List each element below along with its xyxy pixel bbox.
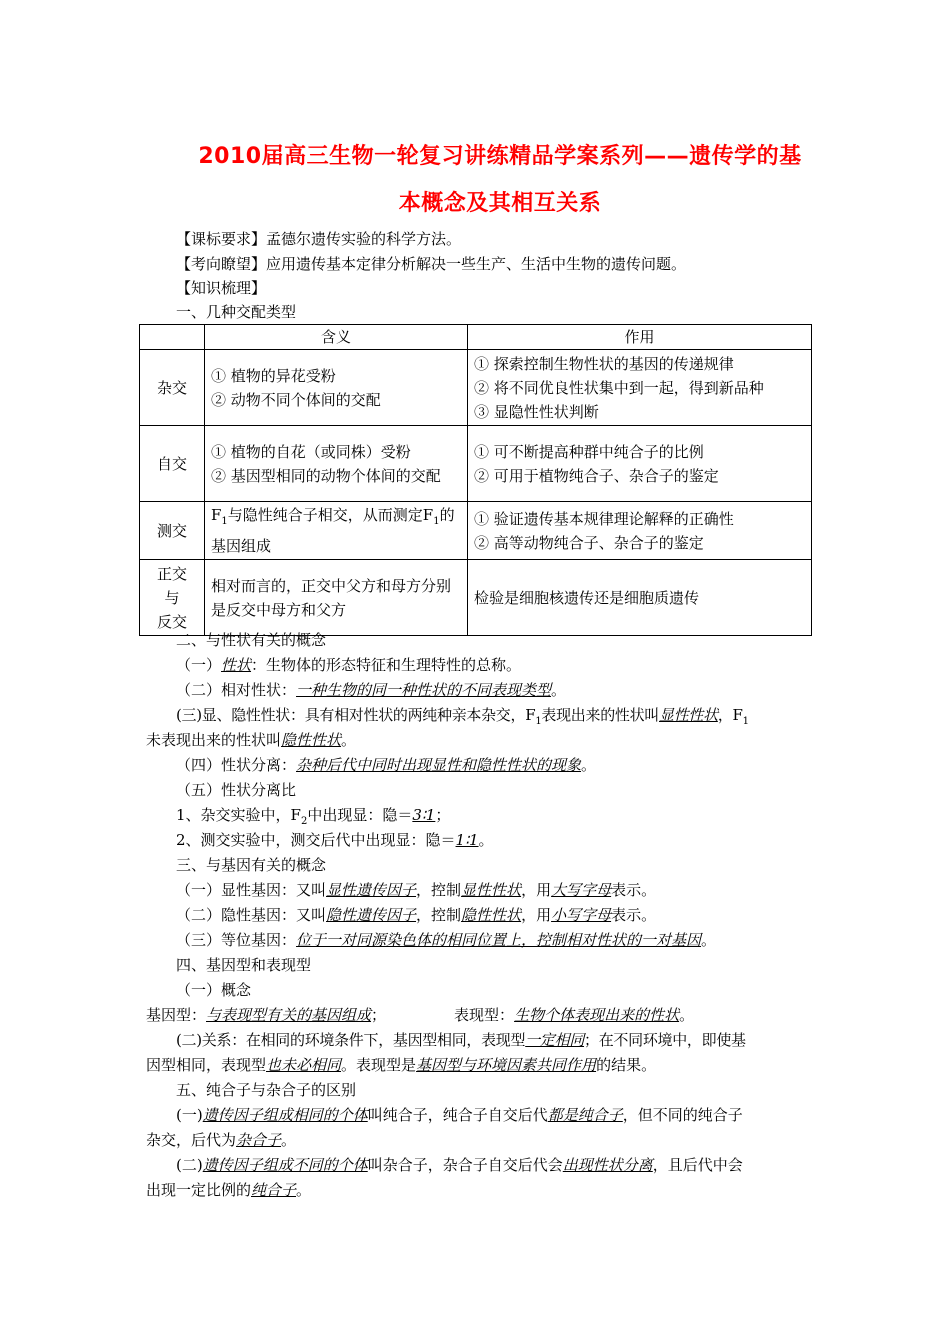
paragraph: （二）隐性基因：又叫隐性遗传因子，控制隐性性状，用小写字母表示。	[176, 906, 657, 924]
paragraph: （五）性状分离比	[176, 781, 297, 799]
table-row	[140, 502, 812, 560]
paragraph: (二)关系：在相同的环境条件下，基因型相同，表现型一定相同；在不同环境中，即使基	[176, 1031, 746, 1049]
paragraph: （二）相对性状：一种生物的同一种性状的不同表现类型。	[176, 681, 567, 699]
paragraph: （四）性状分离：杂种后代中同时出现显性和隐性性状的现象。	[176, 756, 597, 774]
section-3-heading: 三、与基因有关的概念	[176, 856, 327, 874]
paragraph: 因型相同，表现型也未必相同。表现型是基因型与环境因素共同作用的结果。	[146, 1056, 657, 1074]
meaning-cell: 相对而言的，正交中父方和母方分别是反交中母方和父方	[205, 560, 468, 636]
paragraph: （一）概念	[176, 981, 252, 999]
table-header-cell: 作用	[468, 325, 812, 350]
curriculum-requirement: 【课标要求】孟德尔遗传实验的科学方法。	[176, 230, 462, 248]
table-header-row	[140, 325, 812, 350]
paragraph: 杂交，后代为杂合子。	[146, 1131, 297, 1149]
meaning-cell: ① 植物的异花受粉 ② 动物不同个体间的交配	[205, 350, 468, 426]
exam-outlook: 【考向瞭望】应用遗传基本定律分析解决一些生产、生活中生物的遗传问题。	[176, 255, 687, 273]
paragraph: 2、测交实验中，测交后代中出现显：隐＝1∶1。	[176, 831, 494, 849]
document-title-line1: 2010届高三生物一轮复习讲练精品学案系列——遗传学的基	[198, 144, 802, 169]
paragraph: 1、杂交实验中，$F_2$中出现显：隐＝3∶1；	[176, 806, 451, 827]
effect-cell: 检验是细胞核遗传还是细胞质遗传	[468, 560, 812, 636]
table-row	[140, 350, 812, 426]
paragraph: (三)显、隐性性状：具有相对性状的两纯种亲本杂交，$F_1$表现出来的性状叫显性性状，$F_1$	[176, 706, 749, 727]
row-label: 正交 与 反交	[140, 560, 205, 636]
table-row	[140, 426, 812, 502]
table-row	[140, 560, 812, 636]
mating-types-table	[139, 324, 812, 636]
row-label: 测交	[140, 502, 205, 560]
paragraph: （三）等位基因：位于一对同源染色体的相同位置上，控制相对性状的一对基因。	[176, 931, 717, 949]
meaning-cell: $F_1$与隐性纯合子相交，从而测定$F_1$的基因组成	[205, 502, 468, 560]
row-label: 自交	[140, 426, 205, 502]
paragraph: (二)遗传因子组成不同的个体叫杂合子，杂合子自交后代会出现性状分离，且后代中会	[176, 1156, 743, 1174]
row-label: 杂交	[140, 350, 205, 426]
section-1-heading: 一、几种交配类型	[176, 303, 297, 321]
document-title-line2: 本概念及其相互关系	[398, 191, 602, 216]
paragraph: 未表现出来的性状叫隐性性状。	[146, 731, 357, 749]
section-2-heading: 二、与性状有关的概念	[176, 631, 327, 649]
section-4-heading: 四、基因型和表现型	[176, 956, 312, 974]
knowledge-heading: 【知识梳理】	[176, 279, 267, 297]
effect-cell: ① 可不断提高种群中纯合子的比例 ② 可用于植物纯合子、杂合子的鉴定	[468, 426, 812, 502]
table-header-cell	[140, 325, 205, 350]
meaning-cell: ① 植物的自花（或同株）受粉 ② 基因型相同的动物个体间的交配	[205, 426, 468, 502]
paragraph: （一）显性基因：又叫显性遗传因子，控制显性性状，用大写字母表示。	[176, 881, 657, 899]
effect-cell: ① 探索控制生物性状的基因的传递规律 ② 将不同优良性状集中到一起，得到新品种 ③ 显隐性性状判断	[468, 350, 812, 426]
paragraph: 基因型：与表现型有关的基因组成； 表现型：生物个体表现出来的性状。	[146, 1006, 695, 1024]
paragraph: 出现一定比例的纯合子。	[146, 1181, 312, 1199]
paragraph: (一)遗传因子组成相同的个体叫纯合子，纯合子自交后代都是纯合子，但不同的纯合子	[176, 1106, 743, 1124]
table-header-cell: 含义	[205, 325, 468, 350]
paragraph: （一）性状：生物体的形态特征和生理特性的总称。	[176, 656, 522, 674]
effect-cell: ① 验证遗传基本规律理论解释的正确性 ② 高等动物纯合子、杂合子的鉴定	[468, 502, 812, 560]
section-5-heading: 五、纯合子与杂合子的区别	[176, 1081, 357, 1099]
